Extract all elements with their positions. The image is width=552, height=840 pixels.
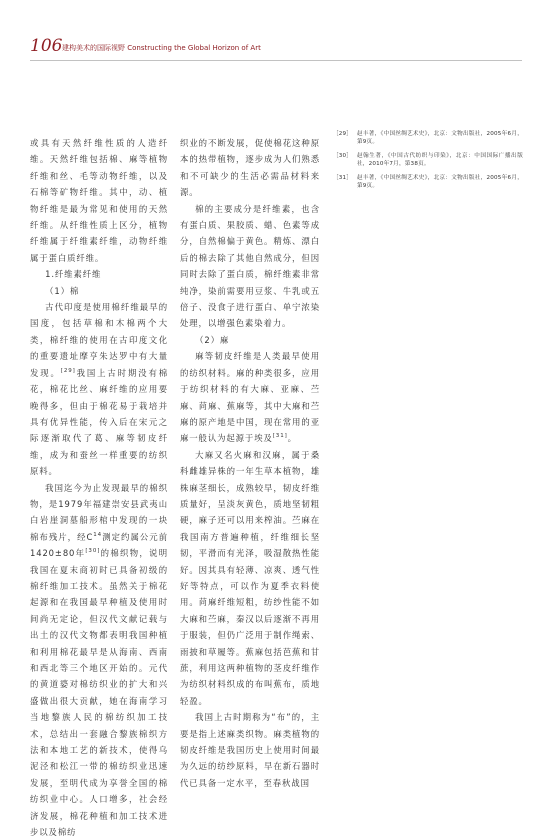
footnote-number: ［30］ xyxy=(333,152,353,159)
text-run: 古代印度是使用棉纤维最早的国度，包括草棉和木棉两个大类，棉纤维的使用在古印度文化的重要遗址摩亨朱达罗中有大量发现。 xyxy=(30,302,168,378)
text-column-2 xyxy=(180,135,320,791)
footnote-text: 赵翰生著，《中国古代纺织与印染》，北京：中国国际广播出版社，2010年7月，第38页。 xyxy=(357,152,523,168)
text-run: 。 xyxy=(287,433,297,444)
page-header xyxy=(30,38,530,58)
subsection-heading: （2）麻 xyxy=(195,334,230,345)
footnote xyxy=(333,130,523,147)
footnote xyxy=(333,152,523,169)
text-run: 我国上古时期没有棉花，棉花比丝、麻纤维的应用要晚得多，但由于棉花易于栽培并具有优异性能，传入后在宋元之际逐渐取代了葛、麻等韧皮纤维，成为和蚕丝一样重要的纺织原料。 xyxy=(30,367,168,477)
footnote-text: 赵丰著，《中国丝绸艺术史》，北京：文物出版社，2005年6月，第9页。 xyxy=(357,174,523,190)
paragraph: 棉的主要成分是纤维素，也含有蛋白质、果胶质、蜡、色素等成分，自然棉偏于黄色。精炼、漂白后的棉去除了其他自然成分，但因同时去除了蛋白质，棉纤维素非常纯净，染前需要用豆浆、牛乳或五倍子、没食子进行蛋白、单宁浓染处理，以增强色素染着力。 xyxy=(180,203,320,329)
text-column-1 xyxy=(30,135,168,840)
text-run: 麻等韧皮纤维是人类最早使用的纺织材料。麻的种类很多，应用于纺织材料的有大麻、亚麻、苎麻、苘麻、蕉麻等，其中大麻和苎麻的原产地是中国，现在常用的亚麻一般认为起源于埃及 xyxy=(180,351,320,444)
text-run: 我国迄今为止发现最早的棉织物，是1979年福建崇安县武夷山白岩崖洞墓船形棺中发现的一块棉布残片，经C xyxy=(30,482,168,542)
paragraph: 大麻又名火麻和汉麻，属于桑科雌雄异株的一年生草本植物，雄株麻茎细长，成熟较早，韧皮纤维质量好，呈淡灰黄色，质地坚韧粗硬，麻子还可以用来榨油。苎麻在我国南方普遍种植，纤维细长坚韧，平滑而有光泽，吸湿散热性能好。因其具有轻薄、凉爽、透气性好等特点，可以作为夏季衣料使用。苘麻纤维短粗，纺纱性能不如大麻和苎麻，秦汉以后逐渐不再用于服装，但仍广泛用于制作绳索、雨披和草履等。蕉麻包括芭蕉和甘蔗，利用这两种植物的茎皮纤维作为纺织材料织成的布叫蕉布，质地轻盈。 xyxy=(180,449,320,706)
text-run: 的棉织物，说明我国在夏末商初时已具备初级的棉纤维加工技术。虽然关于棉花起源和在我国最早种植及使用时间尚无定论，但汉代文献记载与出土的汉代文物都表明我国种植和利用棉花最早是从海南、西南和西北等三个地区开始的。元代的黄道婆对棉纺织业的扩大和兴盛做出很大贡献，她在海南学习当地黎族人民的棉纺织加工技术，总结出一套融合黎族棉织方法和本地工艺的新技术，使得乌泥泾和松江一带的棉纺织业迅速发展，至明代成为享誉全国的棉纺织业中心。人口增多，社会经济发展，棉花种植和加工技术进步以及棉纺 xyxy=(30,548,168,838)
paragraph: 织业的不断发展，促使棉花这种原本的热带植物，逐步成为人们熟悉和不可缺少的生活必需品材料来源。 xyxy=(180,138,320,198)
running-title: 建构美术的国际视野 Constructing the Global Horizon of Art xyxy=(62,44,261,52)
footnote-ref[interactable]: [30] xyxy=(85,548,101,555)
paragraph: 我国上古时期称为“布”的，主要是指上述麻类织物。麻类植物的韧皮纤维是我国历史上使用时间最为久远的纺纱原料，早在新石器时代已具备一定水平，至春秋战国 xyxy=(180,712,320,788)
footnote-ref[interactable]: [29] xyxy=(60,367,76,374)
paragraph xyxy=(30,299,168,479)
paragraph xyxy=(180,348,320,446)
subsection-heading: （1）棉 xyxy=(45,285,80,296)
footnote-ref[interactable]: [31] xyxy=(272,433,288,440)
text-run: 测定约属公元前1420±80年 xyxy=(30,531,168,559)
section-heading: 1.纤维素纤维 xyxy=(45,269,102,280)
paragraph: 或具有天然纤维性质的人造纤维。天然纤维包括棉、麻等植物纤维和丝、毛等动物纤维，以及石棉等矿物纤维。其中，动、植物纤维是最为常见和使用的天然纤维。从纤维性质上区分，植物纤维属于纤维素纤维，动物纤维属于蛋白质纤维。 xyxy=(30,138,168,263)
footnote-text: 赵丰著，《中国丝绸艺术史》，北京：文物出版社，2005年6月，第9页。 xyxy=(357,131,523,146)
page-number: 106 xyxy=(30,36,63,56)
footnote-number: ［31］ xyxy=(333,174,353,181)
footnote xyxy=(333,174,523,191)
paragraph xyxy=(30,480,168,840)
footnote-number: ［29］ xyxy=(333,131,353,137)
footnotes-column xyxy=(333,130,523,195)
superscript: 14 xyxy=(93,531,103,538)
header-rule xyxy=(30,60,522,61)
